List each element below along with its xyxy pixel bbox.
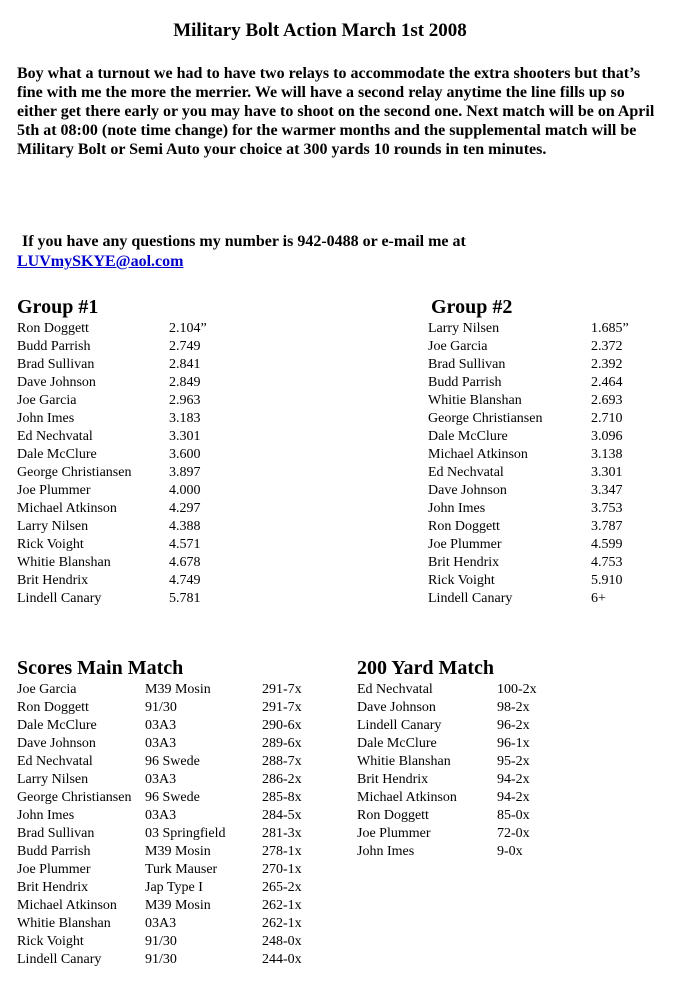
shooter-name: Joe Plummer [17,862,91,877]
group-size: 3.138 [591,447,623,462]
group-size: 2.710 [591,411,623,426]
shooter-name: George Christiansen [428,411,543,426]
shooter-name: Whitie Blanshan [357,754,451,769]
group-size: 3.183 [169,411,201,426]
shooter-name: Ed Nechvatal [428,465,504,480]
rifle-name: Jap Type I [145,880,203,895]
shooter-name: Dave Johnson [17,375,96,390]
shooter-name: Joe Plummer [357,826,431,841]
shooter-name: Lindell Canary [17,952,102,967]
shooter-name: Rick Voight [17,537,84,552]
match-score: 248-0x [262,934,302,949]
shooter-name: Brad Sullivan [17,357,95,372]
page-title: Military Bolt Action March 1st 2008 [173,20,467,41]
shooter-name: John Imes [17,411,75,426]
group-size: 3.600 [169,447,201,462]
group-size: 2.963 [169,393,201,408]
shooter-name: Lindell Canary [428,591,513,606]
shooter-name: Dave Johnson [357,700,436,715]
match-score: 285-8x [262,790,302,805]
shooter-name: Michael Atkinson [428,447,528,462]
rifle-name: M39 Mosin [145,682,211,697]
group-size: 3.787 [591,519,623,534]
match-score: 244-0x [262,952,302,967]
shooter-name: George Christiansen [17,465,132,480]
group-size: 6+ [591,591,606,606]
match-score: 291-7x [262,682,302,697]
shooter-name: Dale McClure [428,429,508,444]
shooter-name: Dale McClure [17,718,97,733]
group-size: 2.693 [591,393,623,408]
shooter-name: Larry Nilsen [428,321,500,336]
group-size: 4.000 [169,483,201,498]
shooter-name: Michael Atkinson [17,898,117,913]
shooter-name: Rick Voight [428,573,495,588]
match-score: 98-2x [497,700,530,715]
shooter-name: Dale McClure [357,736,437,751]
shooter-name: Dave Johnson [428,483,507,498]
group-size: 3.301 [591,465,623,480]
group-size: 3.753 [591,501,623,516]
shooter-name: Joe Garcia [17,393,77,408]
group-size: 2.464 [591,375,623,390]
contact-block [17,232,657,272]
rifle-name: 91/30 [145,700,177,715]
group2-heading: Group #2 [431,296,513,318]
shooter-name: Budd Parrish [428,375,502,390]
shooter-name: Rick Voight [17,934,84,949]
group-size: 4.388 [169,519,201,534]
rifle-name: M39 Mosin [145,844,211,859]
shooter-name: Ron Doggett [17,321,89,336]
shooter-name: Ron Doggett [428,519,500,534]
shooter-name: Brad Sullivan [17,826,95,841]
match-score: 262-1x [262,898,302,913]
rifle-name: 96 Swede [145,754,200,769]
group-size: 3.897 [169,465,201,480]
rifle-name: 03A3 [145,718,177,733]
match-score: 94-2x [497,790,530,805]
match-score: 94-2x [497,772,530,787]
shooter-name: Brit Hendrix [357,772,429,787]
group-size: 2.392 [591,357,623,372]
match-score: 9-0x [497,844,523,859]
shooter-name: Joe Plummer [428,537,502,552]
shooter-name: George Christiansen [17,790,132,805]
shooter-name: Ed Nechvatal [17,429,93,444]
main-match-heading: Scores Main Match [17,657,184,679]
group-size: 4.753 [591,555,623,570]
match-score: 95-2x [497,754,530,769]
group-size: 5.910 [591,573,623,588]
shooter-name: Brit Hendrix [17,880,89,895]
match-score: 278-1x [262,844,302,859]
match-score: 96-2x [497,718,530,733]
group-size: 3.301 [169,429,201,444]
match-score: 100-2x [497,682,537,697]
group-size: 1.685” [591,321,629,336]
rifle-name: 03A3 [145,772,177,787]
rifle-name: 03A3 [145,736,177,751]
shooter-name: Ed Nechvatal [17,754,93,769]
intro-paragraph: Boy what a turnout we had to have two relays to accommodate the extra shooters but that’s fine with me the more the merrier. We will have a second relay anytime the line fills up so either get there early or you may have to shoot on the second one. Next match will be on April 5th at 08:00 (note time change) for the warmer months and the supplemental match will be Military Bolt or Semi Auto your choice at 300 yards 10 rounds in ten minutes. [17,65,655,158]
intro-text [17,64,657,159]
shooter-name: Budd Parrish [17,844,91,859]
group-size: 2.849 [169,375,201,390]
shooter-name: Ron Doggett [17,700,89,715]
yard200-heading: 200 Yard Match [357,657,495,679]
group-size: 4.678 [169,555,201,570]
match-score: 85-0x [497,808,530,823]
shooter-name: Lindell Canary [17,591,102,606]
group-size: 5.781 [169,591,201,606]
match-score: 281-3x [262,826,302,841]
contact-text: If you have any questions my number is 942-0488 or e-mail me at [22,233,466,250]
match-score: 286-2x [262,772,302,787]
shooter-name: John Imes [17,808,75,823]
shooter-name: Ed Nechvatal [357,682,433,697]
shooter-name: Whitie Blanshan [17,555,111,570]
shooter-name: Joe Garcia [428,339,488,354]
group-size: 4.297 [169,501,201,516]
match-score: 284-5x [262,808,302,823]
match-score: 289-6x [262,736,302,751]
shooter-name: Larry Nilsen [17,772,89,787]
rifle-name: M39 Mosin [145,898,211,913]
group-size: 4.571 [169,537,201,552]
shooter-name: John Imes [357,844,415,859]
group-size: 2.749 [169,339,201,354]
group-size: 2.372 [591,339,623,354]
shooter-name: Brit Hendrix [428,555,500,570]
shooter-name: Whitie Blanshan [428,393,522,408]
match-score: 270-1x [262,862,302,877]
shooter-name: Michael Atkinson [357,790,457,805]
group-size: 2.104” [169,321,207,336]
shooter-name: Joe Plummer [17,483,91,498]
shooter-name: Michael Atkinson [17,501,117,516]
shooter-name: Brit Hendrix [17,573,89,588]
rifle-name: 96 Swede [145,790,200,805]
group-size: 4.599 [591,537,623,552]
match-score: 290-6x [262,718,302,733]
match-score: 72-0x [497,826,530,841]
shooter-name: Larry Nilsen [17,519,89,534]
shooter-name: Lindell Canary [357,718,442,733]
shooter-name: John Imes [428,501,486,516]
group-size: 3.347 [591,483,623,498]
rifle-name: 03 Springfield [145,826,226,841]
rifle-name: Turk Mauser [145,862,218,877]
shooter-name: Dale McClure [17,447,97,462]
shooter-name: Whitie Blanshan [17,916,111,931]
match-score: 96-1x [497,736,530,751]
shooter-name: Dave Johnson [17,736,96,751]
rifle-name: 03A3 [145,916,177,931]
group1-heading: Group #1 [17,296,99,318]
shooter-name: Budd Parrish [17,339,91,354]
match-score: 288-7x [262,754,302,769]
email-link[interactable]: LUVmySKYE@aol.com [17,253,184,270]
group-size: 4.749 [169,573,201,588]
shooter-name: Ron Doggett [357,808,429,823]
group-size: 2.841 [169,357,201,372]
match-score: 262-1x [262,916,302,931]
match-score: 265-2x [262,880,302,895]
rifle-name: 03A3 [145,808,177,823]
match-score: 291-7x [262,700,302,715]
rifle-name: 91/30 [145,934,177,949]
rifle-name: 91/30 [145,952,177,967]
group-size: 3.096 [591,429,623,444]
shooter-name: Brad Sullivan [428,357,506,372]
shooter-name: Joe Garcia [17,682,77,697]
